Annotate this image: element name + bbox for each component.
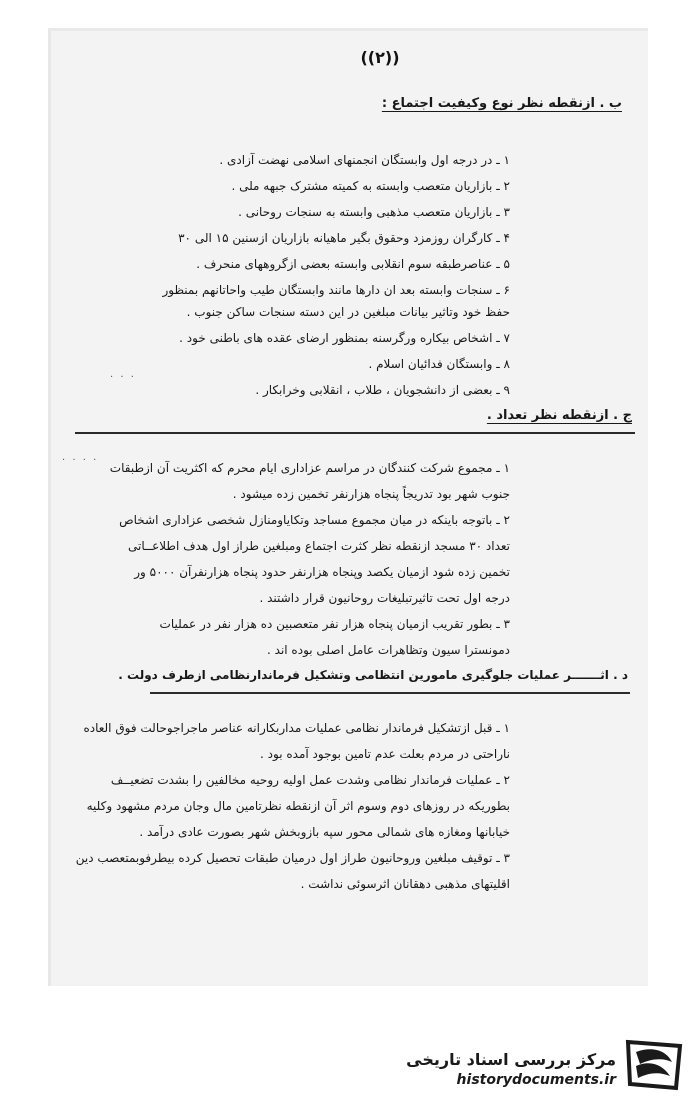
section-c-item: درجه اول تحت تاثیرتبلیغات روحانیون قرار داشتند . [259,591,510,605]
section-d-heading: د . اثـــــــر عملیات جلوگیری مامورین انتظامی وتشکیل فرماندارنظامی ازطرف دولت . [118,668,628,682]
section-c-item: ۲ ـ باتوجه باینکه در میان مجموع مساجد وتکایاومنازل شخصی عزاداری اشخاص [119,513,510,527]
section-b-item: ۲ ـ بازاریان متعصب وابسته به کمیته مشترک جبهه ملی . [231,179,510,193]
page-number: ((۲)) [360,48,400,67]
section-d-item: اقلیتهای مذهبی دهقانان اثرسوئی نداشت . [300,877,510,891]
archive-url: historydocuments.ir [456,1072,616,1088]
section-d-divider [150,692,630,694]
section-d-item: ۳ ـ توقیف مبلغین وروحانیون طراز اول درمیان طبقات تحصیل کرده بیطرفوبمتعصب دین [75,851,510,865]
section-c-item: دمونسترا سیون وتظاهرات عامل اصلی بوده اند . [267,643,510,657]
section-c-item: ۳ ـ بطور تقریب ازمیان پنجاه هزار نفر متعصبین ده هزار نفر در عملیات [159,617,510,631]
section-c-item: تعداد ۳۰ مسجد ازنقطه نظر کثرت اجتماع ومبلغین طراز اول هدف اطلاعــاتی [128,539,510,553]
section-b-heading: ب . ازنقطه نظر نوع وکیفیت اجتماع : [381,96,622,111]
section-b-item: ۸ ـ وابستگان فدائیان اسلام . [368,357,510,371]
archive-footer [400,1032,690,1100]
page-edge-left [48,28,51,986]
section-d-item: خیابانها ومغازه های شمالی محور سپه بازوبخش شهر بصورت عادی درآمد . [139,825,510,839]
section-d-item: ناراحتی در مردم بعلت عدم تامین بوجود آمده بود . [260,747,510,761]
section-c-item: جنوب شهر بود تدریجاً پنجاه هزارنفر تخمین زده میشود . [232,487,510,501]
stray-marks: · · · [110,372,136,383]
section-d-item: ۱ ـ قبل ازتشکیل فرماندار نظامی عملیات مداربکارانه عناصر ماجراجوحالت فوق العاده [83,721,510,735]
document-page [48,28,648,986]
section-d-item: بطوریکه در روزهای دوم وسوم اثر آن ازنقطه نظرتامین مال وجان مردم مشهود وکلیه [86,799,510,813]
section-c-item: تخمین زده شود ازمیان یکصد وپنجاه هزارنفر حدود پنجاه هزارنفرآن ۵۰۰۰ ور [134,565,510,579]
section-c-heading: ج . ازنقطه نظر تعداد . [486,408,632,423]
section-b-item: ۶ ـ سنجات وابسته بعد ان دارها مانند وابستگان طیب واحاتانهم بمنظور [162,283,510,297]
stray-marks: · · · · [62,455,99,466]
section-c-divider [75,432,635,434]
section-b-item: ۴ ـ کارگران روزمزد وحقوق بگیر ماهیانه بازاریان ازسنین ۱۵ الی ۳۰ [178,231,510,245]
section-b-item: ۵ ـ عناصرطبقه سوم انقلابی وابسته بعضی ازگروههای منحرف . [196,257,510,271]
section-b-item: ۹ ـ بعضی از دانشجویان ، طلاب ، انقلابی وخرابکار . [255,383,510,397]
section-b-item: ۷ ـ اشخاص بیکاره ورگرسنه بمنظور ارضای عقده های باطنی خود . [179,331,510,345]
section-b-item: ۳ ـ بازاریان متعصب مذهبی وابسته به سنجات روحانی . [238,205,510,219]
section-d-item: ۲ ـ عملیات فرماندار نظامی وشدت عمل اولیه روحیه مخالفین را بشدت تضعیــف [110,773,510,787]
page-edge-top [48,28,648,31]
section-b-item: حفظ خود وتاثیر بیانات مبلغین در این دسته سنجات ساکن جنوب . [186,305,510,319]
section-b-item: ۱ ـ در درجه اول وابستگان انجمنهای اسلامی نهضت آزادی . [219,153,510,167]
archive-logo-icon [622,1036,686,1094]
archive-title: مرکز بررسی اسناد تاریخی [406,1050,616,1069]
section-c-item: ۱ ـ مجموع شرکت کنندگان در مراسم عزاداری ایام محرم که اکثریت آن ازطبقات [109,461,510,475]
